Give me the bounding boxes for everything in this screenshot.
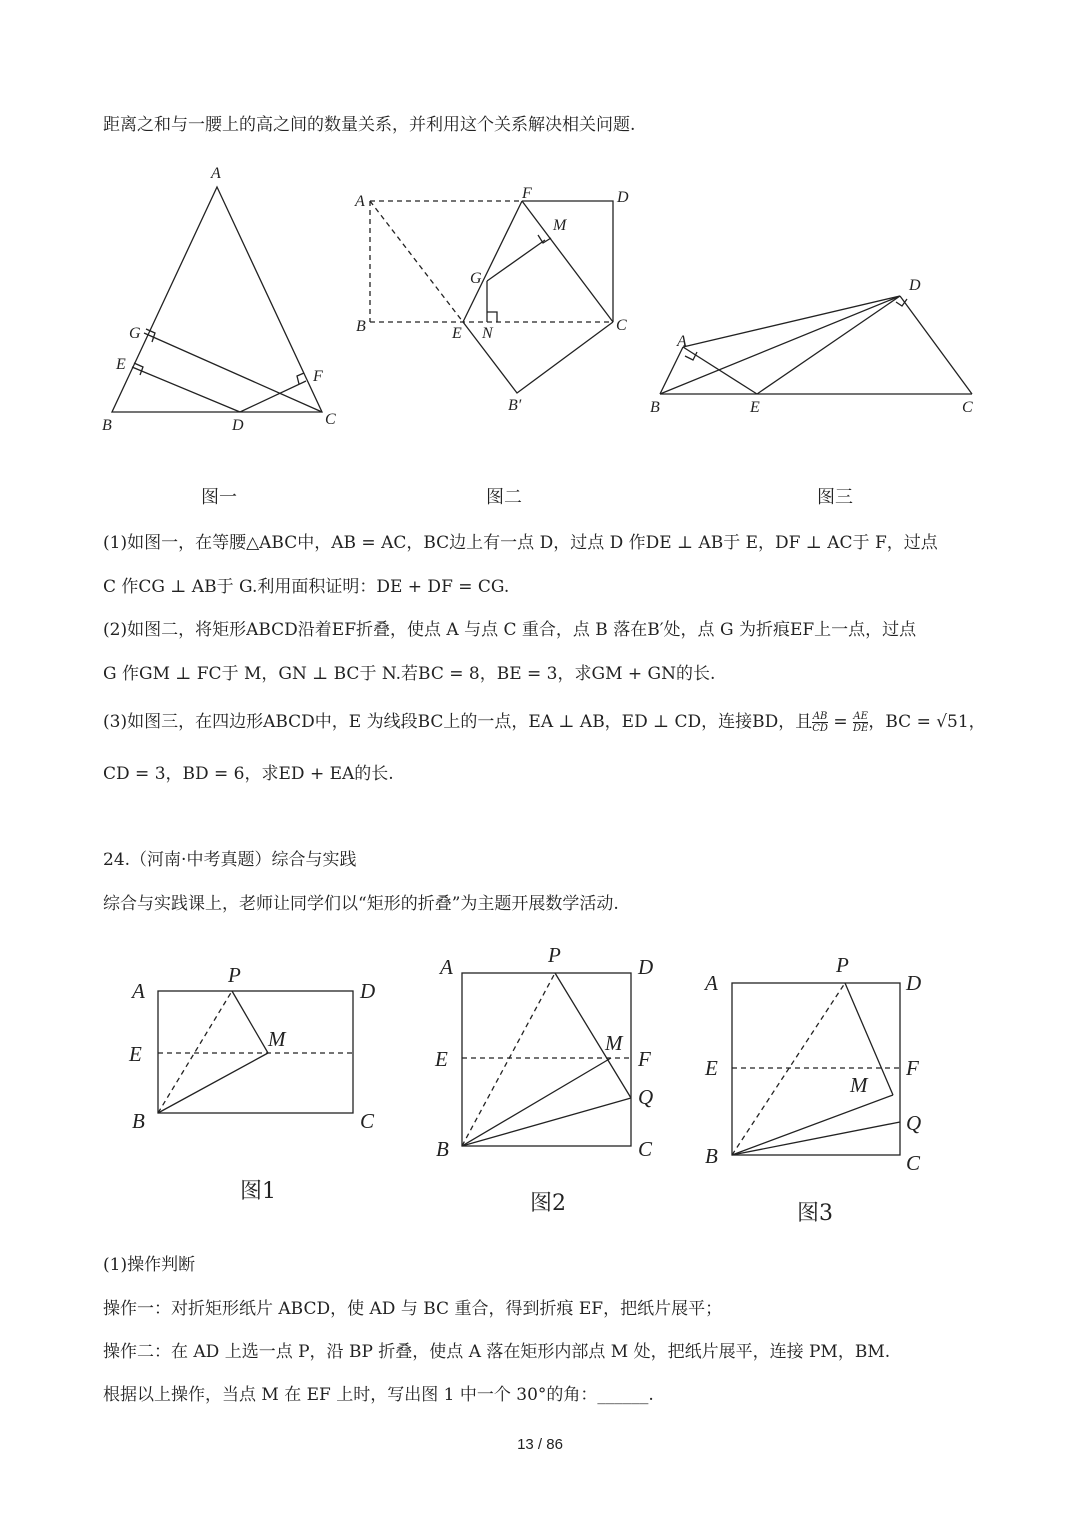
label-c: C (962, 399, 973, 416)
label-a: A (677, 333, 687, 350)
label-c: C (325, 411, 336, 428)
q24-part1-title: (1)操作判断 (103, 1255, 196, 1275)
label-a: A (211, 165, 221, 182)
caption-fig1: 图1 (240, 1179, 276, 1204)
point-label: A (440, 955, 453, 979)
label-b: B (102, 417, 112, 434)
q23-part2-line1: (2)如图二，将矩形ABCD沿着EF折叠，使点 A 与点 C 重合，点 B 落在B′处，点 G 为折痕EF上一点，过点 (103, 620, 917, 640)
q24-intro: 综合与实践课上，老师让同学们以“矩形的折叠”为主题开展数学活动. (103, 894, 619, 914)
point-label: C (360, 1109, 375, 1133)
point-label: A (705, 971, 718, 995)
label-g: G (470, 270, 482, 287)
q24-figure-2 (462, 973, 631, 1146)
point-label: E (705, 1056, 718, 1080)
label-e: E (452, 325, 462, 342)
q23-part1-line2: C 作CG ⊥ AB于 G.利用面积证明：DE + DF = CG. (103, 577, 510, 597)
point-label: B (705, 1144, 718, 1168)
caption-figure-3: 图三 (817, 487, 853, 508)
label-f: F (313, 368, 323, 385)
label-a: A (355, 193, 365, 210)
point-label: E (435, 1047, 448, 1071)
q24-question: 根据以上操作，当点 M 在 EF 上时，写出图 1 中一个 30°的角：______. (103, 1385, 654, 1405)
caption-fig3: 图3 (797, 1201, 833, 1226)
figure-3-quadrilateral (660, 296, 972, 394)
figure-2-folded-rectangle (370, 201, 613, 393)
point-label: Q (638, 1085, 654, 1109)
point-label: E (129, 1042, 142, 1066)
point-label: M (268, 1027, 286, 1051)
figure-1-labels (102, 165, 336, 434)
q23-part3-line1: (3)如图三，在四边形ABCD中，E 为线段BC上的一点，EA ⊥ AB，ED ⊥ CD，连接BD，且 $\frac{AB}{CD}$ = $\frac{AE}{DE}$ ，BC = √51， (103, 711, 986, 734)
point-label: A (132, 979, 145, 1003)
point-label: D (638, 955, 654, 979)
caption-fig2: 图2 (530, 1191, 566, 1216)
q23-part3-text: (3)如图三，在四边形ABCD中，E 为线段BC上的一点，EA ⊥ AB，ED ⊥ CD，连接BD，且 (103, 712, 813, 732)
point-label: P (836, 953, 849, 977)
q24-figure-3 (732, 983, 900, 1155)
label-c: C (616, 317, 627, 334)
q24-operation-2: 操作二：在 AD 上选一点 P，沿 BP 折叠，使点 A 落在矩形内部点 M 处，把纸片展平，连接 PM，BM. (103, 1342, 891, 1362)
point-label: C (638, 1137, 653, 1161)
point-label: B (132, 1109, 145, 1133)
page-number: 13 / 86 (517, 1436, 563, 1453)
caption-figure-2: 图二 (486, 487, 522, 508)
q24-operation-1: 操作一：对折矩形纸片 ABCD，使 AD 与 BC 重合，得到折痕 EF，把纸片展平； (103, 1299, 723, 1319)
point-label: M (850, 1073, 868, 1097)
figure-1-triangle (112, 187, 322, 412)
point-label: M (605, 1031, 623, 1055)
label-b: B (650, 399, 660, 416)
q24-figure-2-labels (434, 943, 653, 1161)
label-g: G (129, 325, 141, 342)
q24-figure-3-labels (703, 953, 921, 1175)
point-label: F (638, 1047, 651, 1071)
q23-part1-line1: (1)如图一，在等腰△ABC中，AB = AC，BC边上有一点 D，过点 D 作DE ⊥ AB于 E，DF ⊥ AC于 F，过点 (103, 533, 938, 553)
label-e: E (116, 356, 126, 373)
point-label: C (906, 1151, 921, 1175)
q24-figure-1 (158, 991, 353, 1113)
point-label: D (360, 979, 376, 1003)
point-label: D (906, 971, 922, 995)
label-f: F (522, 185, 532, 202)
label-d: D (909, 277, 921, 294)
point-label: B (436, 1137, 449, 1161)
point-label: Q (906, 1111, 922, 1135)
label-b: B (356, 318, 366, 335)
point-label: P (548, 943, 561, 967)
label-m: M (553, 217, 567, 234)
q23-part2-line2: G 作GM ⊥ FC于 M，GN ⊥ BC于 N.若BC = 8，BE = 3，求GM + GN的长. (103, 664, 716, 684)
figure-2-labels (354, 185, 629, 414)
fraction-ab-cd: $\frac{AB}{CD}$ (812, 711, 828, 734)
q24-title: 24.（河南·中考真题）综合与实践 (103, 850, 357, 870)
intro-line: 距离之和与一腰上的高之间的数量关系，并利用这个关系解决相关问题. (103, 115, 636, 135)
fraction-ae-de: $\frac{AE}{DE}$ (853, 711, 869, 734)
point-label: F (906, 1056, 919, 1080)
q23-part3-line2: CD = 3，BD = 6，求ED + EA的长. (103, 764, 394, 784)
point-label: P (228, 963, 241, 987)
caption-figure-1: 图一 (201, 487, 237, 508)
q24-figure-1-labels (128, 963, 375, 1133)
figure-3-labels (650, 277, 973, 416)
label-d: D (617, 189, 629, 206)
label-b-prime: B′ (508, 397, 522, 414)
label-d: D (232, 417, 244, 434)
label-e: E (750, 399, 760, 416)
label-n: N (482, 325, 493, 342)
